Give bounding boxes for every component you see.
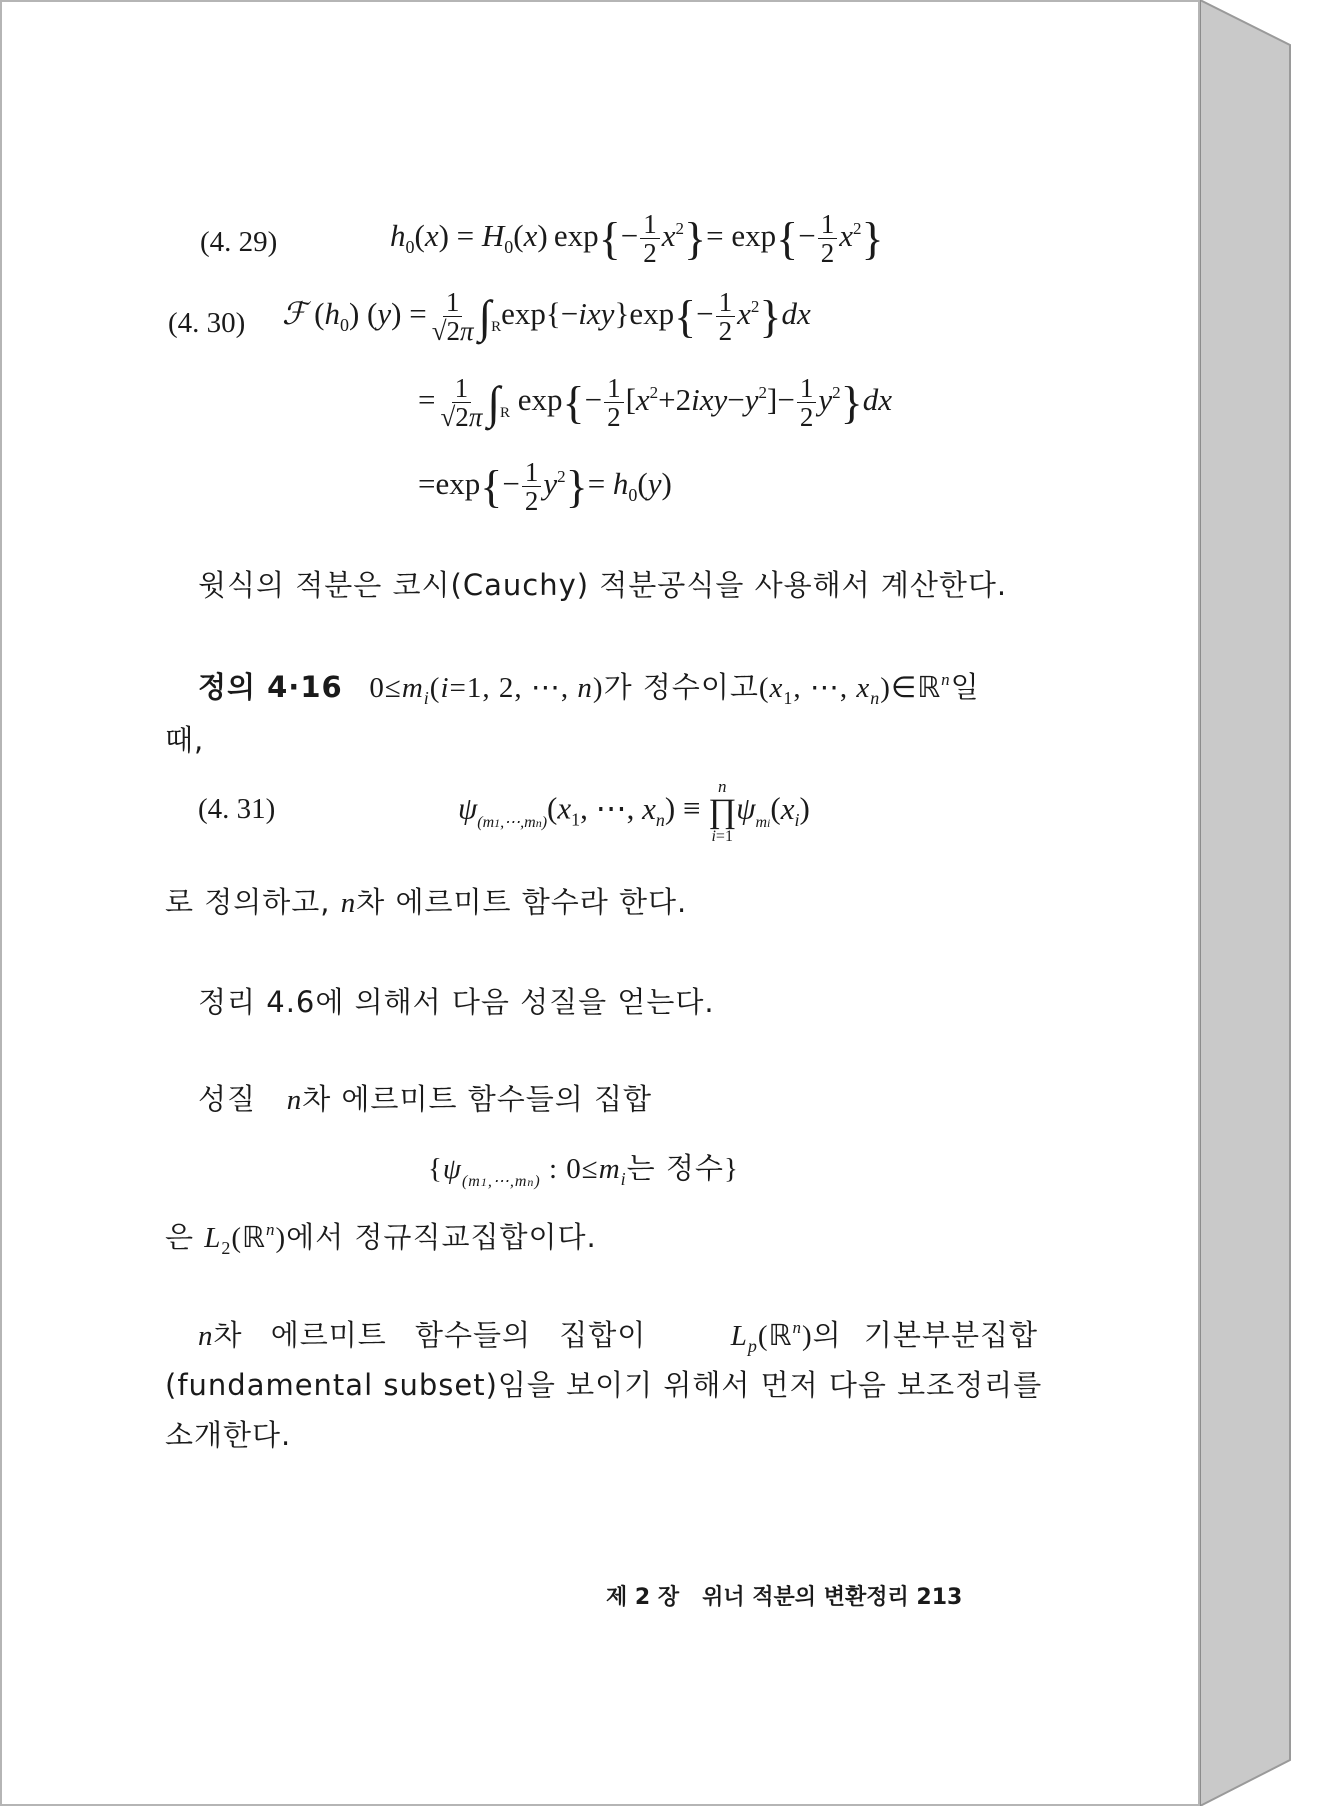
definition-line: 정의 4·16 $0\le m_i(i=1$, 2, ⋯, n)가 정수이고($x_1$, ⋯, $x_n)\in ℝ^n$일 (198, 670, 980, 708)
hermite-set: {$\psi_{(m1,\cdots,mn)}$ : $0\le m_i$는 정수} (428, 1151, 739, 1190)
running-footer (606, 1580, 962, 1611)
p2-text-b: 차 에르미트 함수라 한다. (356, 885, 688, 919)
paragraph-orthonormal: 은 $L_2(ℝ^n)$에서 정규직교집합이다. (165, 1220, 597, 1258)
p5-line1-a: 차 에르미트 함수들의 집합이 (213, 1318, 647, 1352)
page-number: 213 (916, 1585, 963, 1610)
definition-text-a: 가 정수이고 (603, 670, 759, 704)
footer-chapter: 제 2 장 (606, 1585, 680, 1610)
definition-label: 정의 4·16 (198, 670, 343, 704)
equation-4-29: $h_0(x) = H_0(x)$ exp{− $\frac{1}{2}$ $x^2\}= \exp\{-$ $\frac{1}{2}$ $x^2$} (390, 209, 884, 269)
paragraph-hermite-definition: 로 정의하고, n차 에르미트 함수라 한다. (165, 885, 688, 919)
definition-continuation: 때, (165, 723, 205, 757)
set-text: 는 정수 (626, 1151, 724, 1185)
property-line: 성질 n차 에르미트 함수들의 집합 (198, 1082, 652, 1116)
footer-title: 위너 적분의 변환정리 (702, 1585, 909, 1610)
equation-4-30-line1: ℱ $(h_0) (y)$ = $\frac{1}{√2\pi}$ $\int_R\exp\{-ixy\}\exp\{-$ $\frac{1}{2}$ $x^2\}dx$ (282, 287, 811, 347)
equation-4-30-line2: = $\frac{1}{√2\pi}$ $\int_R$ exp{− $\frac{1}{2}$ $[x^2+2ixy-y^2]-$ $\frac{1}{2}$ $y^2\}dx$ (418, 373, 892, 433)
p2-text-a: 로 정의하고, (165, 885, 331, 919)
equation-4-30-line3: =exp{− $\frac{1}{2}$ $y^2\}= h_0(y)$ (418, 457, 672, 517)
equation-4-31: $\psi_{(m1,\cdots,mn)}(x_1$, ⋯, $x_n$) ≡ n ∏ i=1 $\psi_{mi}(x_i)$ (458, 777, 810, 845)
equation-number-4-30: (4. 30) (168, 307, 246, 339)
property-label: 성질 (198, 1082, 257, 1116)
definition-text-b: 일 (950, 670, 980, 704)
paragraph-cauchy: 윗식의 적분은 코시(Cauchy) 적분공식을 사용해서 계산한다. (198, 568, 1008, 602)
equation-number-4-29: (4. 29) (200, 226, 278, 258)
paragraph-theorem-ref: 정리 4.6에 의해서 다음 성질을 얻는다. (198, 985, 715, 1019)
paragraph-fundamental-line1: n차 에르미트 함수들의 집합이 $L_p(ℝ^n)$의 기본부분집합 (198, 1318, 1038, 1356)
paragraph-fundamental-line3: 소개한다. (165, 1418, 292, 1452)
p4-text-b: 에서 정규직교집합이다. (286, 1220, 597, 1254)
property-text: 차 에르미트 함수들의 집합 (302, 1082, 652, 1116)
paragraph-fundamental-line2: (fundamental subset)임을 보이기 위해서 먼저 다음 보조정리를 (165, 1368, 1043, 1402)
p4-text-a: 은 (165, 1220, 195, 1254)
p5-line1-b: 의 기본부분집합 (812, 1318, 1038, 1352)
equation-number-4-31: (4. 31) (198, 793, 276, 825)
